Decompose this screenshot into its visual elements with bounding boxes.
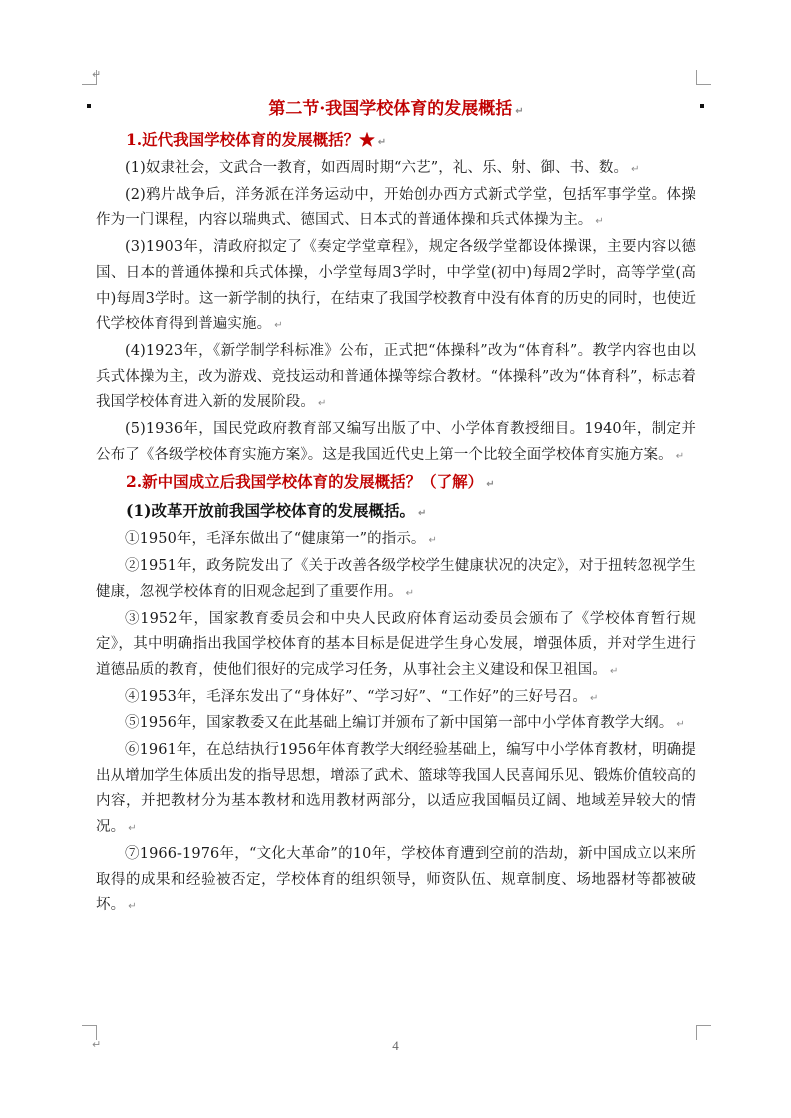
paragraph-mark-icon: ↵ [595, 216, 604, 228]
star-icon: ★ [359, 130, 375, 149]
bullet-marker-right [700, 104, 704, 108]
page-number: 4 [392, 1038, 399, 1053]
paragraph: (4)1923年，《新学制学科标准》公布，正式把“体操科”改为“体育科”。教学内容也由以兵式体操为主，改为游戏、竞技运动和普通体操等综合教材。“体操科”改为“体育科”，标志着我国学校体育进入新的发展阶段。 ↵ [96, 342, 696, 411]
paragraph: ⑤1956年，国家教委又在此基础上编订并颁布了新中国第一部中小学体育教学大纲。 ↵ [125, 715, 685, 732]
paragraph-mark-icon: ↵ [675, 450, 685, 462]
paragraph-mark-icon: ↵ [515, 106, 524, 117]
paragraph-mark-icon: ↵ [92, 68, 102, 81]
bullet-marker-left [87, 104, 91, 108]
paragraph-mark-icon: ↵ [377, 137, 387, 148]
paragraph-mark-icon: ↵ [631, 164, 640, 175]
paragraph: ⑦1966-1976年，“文化大革命”的10年，学校体育遭到空前的浩劫，新中国成立以来所取得的成果和经验被否定，学校体育的组织领导，师资队伍、规章制度、场地器材等都被破坏。 ↵ [96, 845, 696, 914]
paragraph-mark-icon: ↵ [676, 719, 685, 731]
margin-corner-top-right [696, 70, 711, 85]
paragraph: ⑥1961年，在总结执行1956年体育教学大纲经验基础上，编写中小学体育教材，明确提出从增加学生体质出发的指导思想，增添了武术、篮球等我国人民喜闻乐见、锻炼价值较高的内容，并把教材分为基本教材和选用教材两部分，以适应我国幅员辽阔、地域差异较大的情况。 ↵ [96, 742, 696, 836]
paragraph-mark-icon: ↵ [589, 692, 599, 704]
paragraph: ③1952年，国家教育委员会和中央人民政府体育运动委员会颁布了《学校体育暂行规定》，其中明确指出我国学校体育的基本目标是促进学生身心发展，增强体质，并对学生进行道德品质的教育，使他们很好的完成学习任务，从事社会主义建设和保卫祖国。 ↵ [96, 610, 696, 678]
paragraph: ④1953年，毛泽东发出了“身体好”、“学习好”、“工作好”的三好号召。 ↵ [125, 688, 599, 705]
document-body [96, 94, 696, 920]
paragraph-mark-icon: ↵ [405, 587, 415, 599]
paragraph: (1)奴隶社会，文武合一教育，如西周时期“六艺”，礼、乐、射、御、书、数。 ↵ [125, 160, 640, 176]
paragraph-mark-icon: ↵ [318, 398, 327, 410]
paragraph-mark-icon: ↵ [128, 823, 137, 835]
paragraph: ①1950年，毛泽东做出了“健康第一”的指示。 ↵ [125, 531, 438, 548]
section-heading-2: 2.新中国成立后我国学校体育的发展概括？（了解） ↵ [126, 472, 495, 492]
paragraph: (2)鸦片战争后，洋务派在洋务运动中，开始创办西方式新式学堂，包括军事学堂。体操作为一门课程，内容以瑞典式、德国式、日本式的普通体操和兵式体操为主。 ↵ [96, 186, 696, 229]
paragraph: ②1951年，政务院发出了《关于改善各级学校学生健康状况的决定》，对于扭转忽视学生健康，忽视学校体育的旧观念起到了重要作用。 ↵ [96, 558, 696, 600]
paragraph: (3)1903年，清政府拟定了《奏定学堂章程》，规定各级学堂都设体操课，主要内容以德国、日本的普通体操和兵式体操，小学堂每周3学时，中学堂(初中)每周2学时，高等学堂(高中)每周3学时。这一新学制的执行，在结束了我国学校教育中没有体育的历史的同时，也使近代学校体育得到普遍实施。 ↵ [96, 239, 696, 333]
paragraph-mark-icon: ↵ [417, 508, 427, 520]
paragraph-mark-icon: ↵ [128, 901, 137, 913]
paragraph-mark-icon: ↵ [428, 535, 438, 547]
paragraph: (5)1936年，国民党政府教育部又编写出版了中、小学体育教授细目。1940年，制定并公布了《各级学校体育实施方案》。这是我国近代史上第一个比较全面学校体育实施方案。 ↵ [96, 421, 696, 463]
page-title: 第二节·我国学校体育的发展概括 ↵ [268, 99, 524, 119]
paragraph-mark-icon: ↵ [486, 479, 495, 491]
paragraph-mark-icon: ↵ [610, 665, 619, 677]
paragraph-mark-icon: ↵ [92, 1038, 102, 1051]
subsection-heading: (1)改革开放前我国学校体育的发展概括。 ↵ [126, 501, 427, 521]
section-heading-1: 1.近代我国学校体育的发展概括？★ ↵ [126, 130, 387, 149]
paragraph-mark-icon: ↵ [274, 320, 283, 332]
